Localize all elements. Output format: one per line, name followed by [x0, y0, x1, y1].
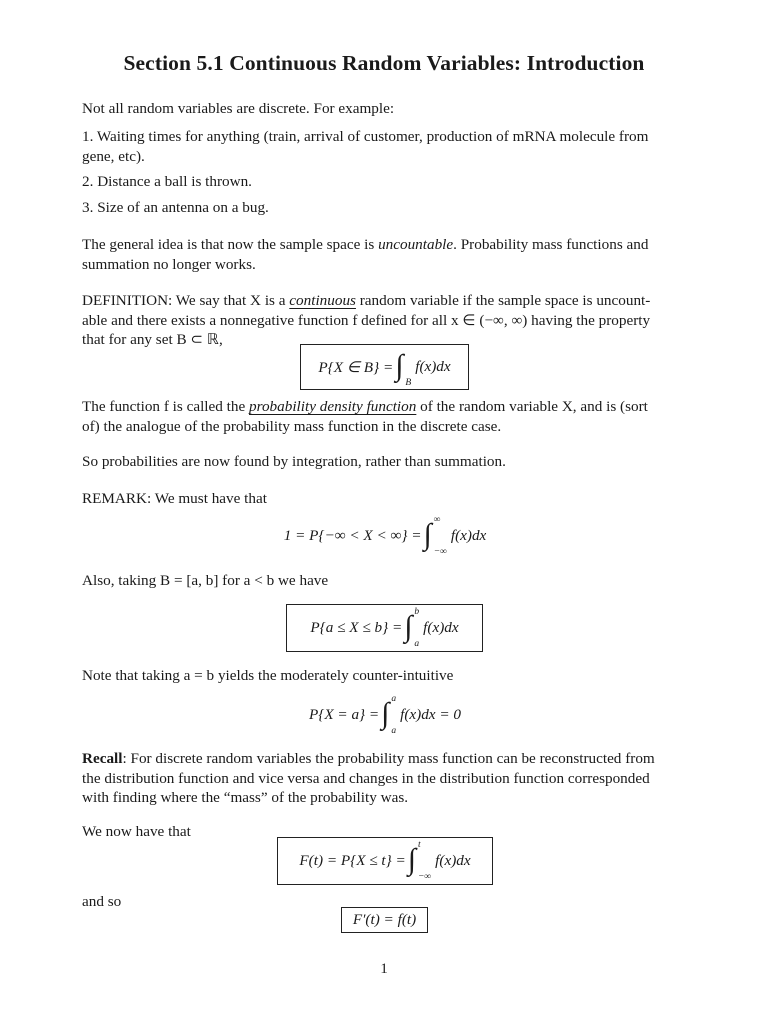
section-title: Section 5.1 Continuous Random Variables: Introduction [123, 51, 645, 75]
example-1 [82, 127, 688, 166]
equation-probability-set-box: P{X ∈ B} = ∫ B f(x)dx [300, 344, 469, 390]
recall-label: Recall [82, 750, 123, 767]
note-text: Note that taking a = b yields the moderately counter-intuitive [82, 667, 454, 684]
equation-point-probability: P{X = a} = ∫ a a f(x)dx = 0 [308, 694, 461, 736]
continuous-term: continuous [289, 292, 356, 309]
pdf-term: probability density function [249, 398, 417, 415]
recall-paragraph: Recall: For discrete random variables the probability mass function can be reconstructed from the distribution function and vice versa and changes in the distribution function corresponded with finding where the “mass” of the probability was. [82, 750, 655, 806]
example-3: 3. Size of an antenna on a bug. [82, 199, 269, 216]
pdf-paragraph: The function f is called the probability density function of the random variable X, and is (sort of) the analogue of the probability mass function in the discrete case. [82, 398, 648, 435]
integration-text: So probabilities are now found by integration, rather than summation. [82, 453, 506, 470]
example-1-line-1: 1. Waiting times for anything (train, arrival of customer, production of mRNA molecule from [82, 128, 649, 145]
example-1-line-2: gene, etc). [82, 147, 145, 165]
uncountable-emphasis: uncountable [378, 236, 454, 253]
equation-interval-box: P{a ≤ X ≤ b} = ∫ b a f(x)dx [286, 604, 483, 652]
equation-total-probability: 1 = P{−∞ < X < ∞} = ∫ ∞ −∞ f(x)dx [283, 515, 487, 557]
integral-sign: ∫ [395, 349, 404, 382]
equation-cdf-box: F(t) = P{X ≤ t} = ∫ t −∞ f(x)dx [277, 837, 493, 885]
general-idea-paragraph: The general idea is that now the sample space is uncountable. Probability mass functions and summation no longer works. [82, 236, 649, 273]
equation-derivative-box: F′(t) = f(t) [341, 907, 428, 933]
andso-text: and so [82, 893, 122, 910]
page-number: 1 [380, 960, 388, 977]
also-text: Also, taking B = [a, b] for a < b we have [82, 572, 329, 589]
example-2: 2. Distance a ball is thrown. [82, 173, 252, 190]
definition-paragraph: DEFINITION: We say that X is a continuous random variable if the sample space is uncount- able and there exists a nonnegative function f defined for all x ∈ (−∞, ∞) having the property that for any set B ⊂ ℝ, [82, 292, 651, 348]
now-text: We now have that [82, 823, 191, 840]
remark-text: REMARK: We must have that [82, 490, 267, 507]
intro-text: Not all random variables are discrete. For example: [82, 100, 395, 117]
